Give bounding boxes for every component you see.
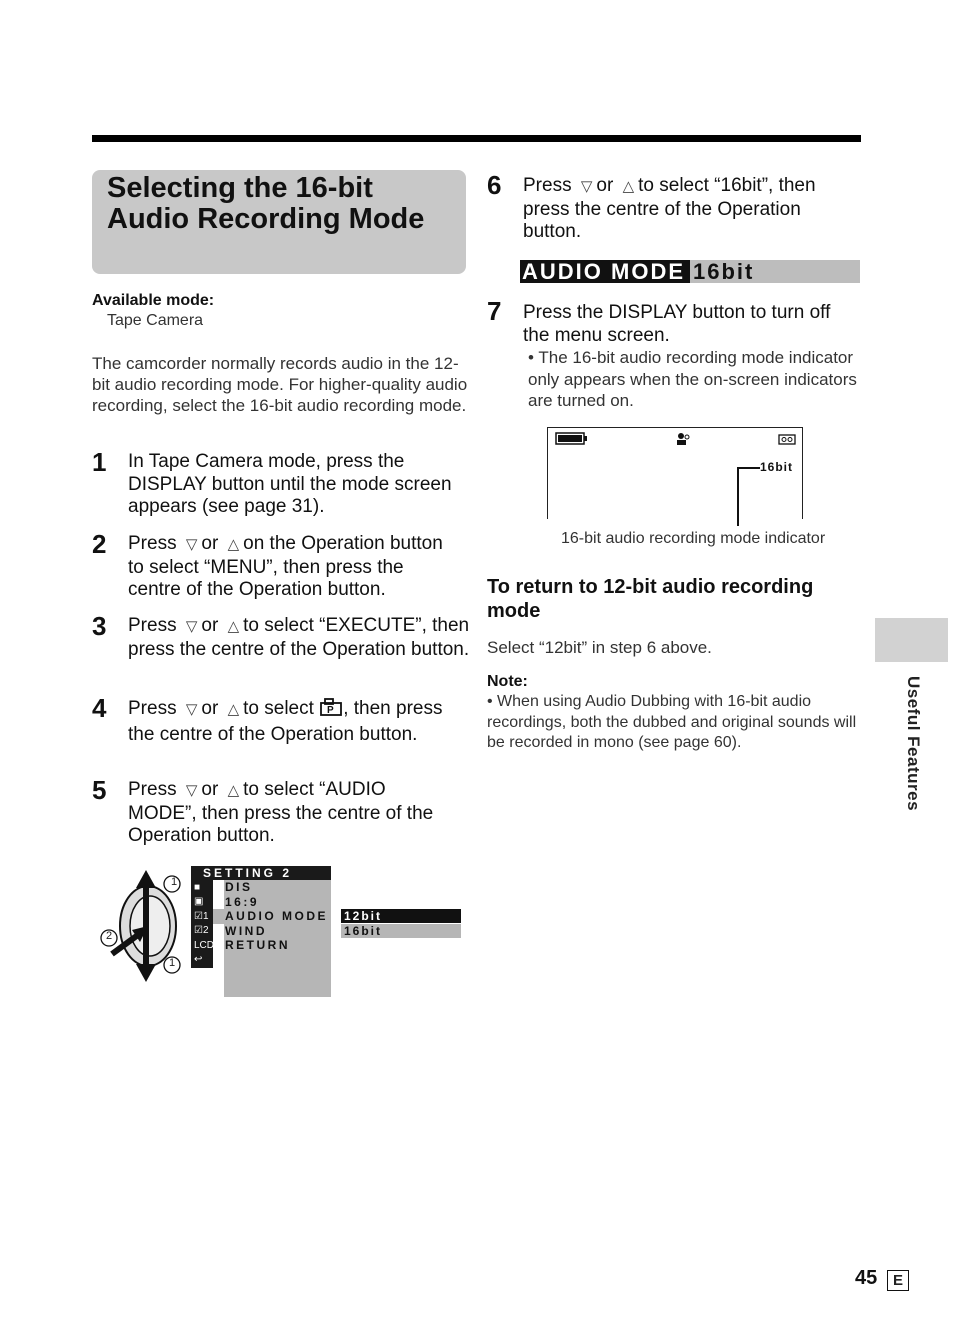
or-word: or xyxy=(201,698,219,719)
down-triangle-icon: ▽ xyxy=(185,536,198,553)
callout-2: 2 xyxy=(105,930,113,942)
menu-header: SETTING 2 xyxy=(191,866,331,880)
option-16bit[interactable]: 16bit xyxy=(341,924,461,938)
step-5-rest: to select “AUDIO MODE”, then press the centre of the Operation button. xyxy=(128,779,434,846)
up-triangle-icon: △ xyxy=(227,701,240,718)
step-7-text: Press the DISPLAY button to turn off the menu screen. xyxy=(523,302,831,346)
available-mode-value: Tape Camera xyxy=(107,312,204,329)
press-word: Press xyxy=(128,698,177,719)
available-mode-label: Available mode: xyxy=(92,292,215,309)
down-triangle-icon: ▽ xyxy=(185,701,198,718)
callout-1-top: 1 xyxy=(170,876,178,888)
down-triangle-icon: ▽ xyxy=(580,178,593,195)
press-word: Press xyxy=(128,779,177,800)
up-triangle-icon: △ xyxy=(227,536,240,553)
step-6-rest: to select “16bit”, then press the centre of the Operation button. xyxy=(523,175,816,242)
step-6-text xyxy=(523,175,858,244)
page-title: Selecting the 16-bit Audio Recording Mode xyxy=(107,172,425,235)
menu-item-dis[interactable]: DIS xyxy=(225,880,253,894)
step-4-pre: to select xyxy=(243,698,314,719)
indicator-leader-line xyxy=(735,466,761,528)
up-triangle-icon: △ xyxy=(227,618,240,635)
step-3-text xyxy=(128,615,473,661)
side-tab xyxy=(875,618,948,662)
step-5-number: 5 xyxy=(92,775,107,805)
step-6-number: 6 xyxy=(487,170,502,200)
step-2-text xyxy=(128,533,458,602)
intro-paragraph: The camcorder normally records audio in the 12-bit audio recording mode. For higher-quality audio recording, select the 16-bit audio recording mode. xyxy=(92,354,468,415)
screen-16bit-indicator: 16bit xyxy=(760,460,794,474)
step-4-post: , then press the centre of the Operation button. xyxy=(128,698,443,745)
menu-item-return[interactable]: RETURN xyxy=(225,938,290,952)
side-tab-label: Useful Features xyxy=(904,676,923,812)
press-word: Press xyxy=(128,615,177,636)
svg-text:P: P xyxy=(327,705,334,716)
page-language-letter: E xyxy=(887,1270,909,1291)
menu-item-wind[interactable]: WIND xyxy=(225,923,267,938)
step-4-text xyxy=(128,697,458,746)
top-rule xyxy=(92,135,861,142)
note-label: Note: xyxy=(487,673,528,690)
step-2-number: 2 xyxy=(92,529,107,559)
up-triangle-icon: △ xyxy=(622,178,635,195)
note-text: • When using Audio Dubbing with 16-bit audio recordings, both the dubbed and original sounds will be recorded in mono (see page 60). xyxy=(487,693,857,751)
or-word: or xyxy=(201,533,219,554)
menu-item-audio-mode[interactable]: AUDIO MODE xyxy=(225,909,328,923)
menu-item-16-9[interactable]: 16:9 xyxy=(225,894,260,909)
step-1-text: In Tape Camera mode, press the DISPLAY button until the mode screen appears (see page 31). xyxy=(128,451,452,517)
down-triangle-icon: ▽ xyxy=(185,782,198,799)
or-word: or xyxy=(201,779,219,800)
side-label-2: ☑2 xyxy=(194,925,209,936)
callout-1-bottom: 1 xyxy=(168,957,176,969)
down-triangle-icon: ▽ xyxy=(185,618,198,635)
camera-icon: ■ xyxy=(194,882,201,893)
step-1-number: 1 xyxy=(92,447,107,477)
option-12bit[interactable]: 12bit xyxy=(341,909,461,923)
person-icon xyxy=(675,432,691,446)
return-heading: To return to 12-bit audio recording mode xyxy=(487,576,814,622)
battery-icon xyxy=(555,432,589,446)
screen-caption: 16-bit audio recording mode indicator xyxy=(561,530,826,547)
press-word: Press xyxy=(128,533,177,554)
up-triangle-icon: △ xyxy=(227,782,240,799)
page-number: 45 xyxy=(855,1267,878,1289)
side-label-1: ☑1 xyxy=(194,911,209,922)
step-3-number: 3 xyxy=(92,611,107,641)
step-7-number: 7 xyxy=(487,296,502,326)
return-icon: ↩ xyxy=(194,954,203,965)
press-word: Press xyxy=(523,175,572,196)
or-word: or xyxy=(201,615,219,636)
audio-mode-label: AUDIO MODE xyxy=(520,260,690,283)
step-3-rest: to select “EXECUTE”, then press the centre of the Operation button. xyxy=(128,615,470,660)
step-5-text xyxy=(128,779,458,848)
camera-settings-icon: ▣ xyxy=(194,896,204,907)
tape-icon xyxy=(778,434,796,445)
or-word: or xyxy=(596,175,614,196)
camera-settings-icon xyxy=(319,697,343,724)
side-label-lcd: LCD xyxy=(194,940,215,951)
step-4-number: 4 xyxy=(92,693,107,723)
step-2-rest: on the Operation button to select “MENU”, then press the centre of the Operation button. xyxy=(128,533,443,600)
audio-mode-value: 16bit xyxy=(693,259,755,284)
return-text: Select “12bit” in step 6 above. xyxy=(487,638,712,657)
step-7-bullet: • The 16-bit audio recording mode indicator only appears when the on-screen indicators are turned on. xyxy=(528,348,857,410)
